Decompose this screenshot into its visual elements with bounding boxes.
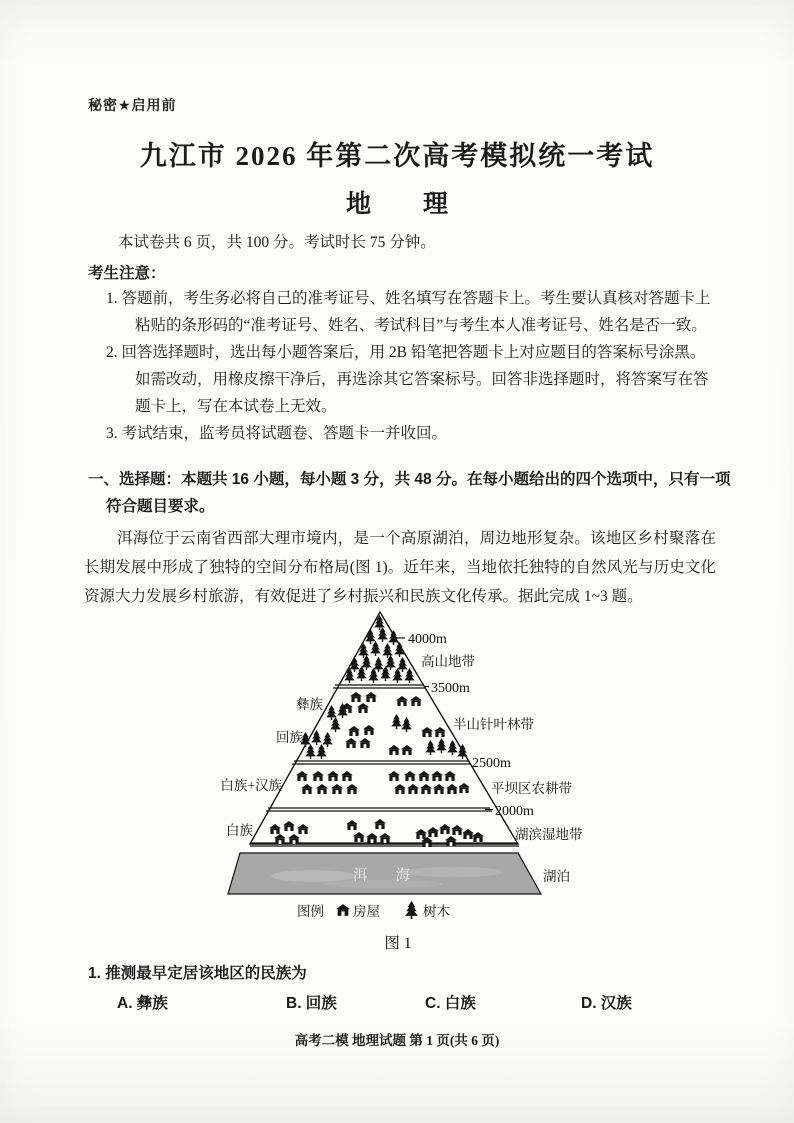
option-c: C. 白族 bbox=[425, 995, 476, 1012]
subject-title-text: 地理 bbox=[345, 191, 500, 218]
option-d: D. 汉族 bbox=[581, 995, 632, 1012]
elevation-label-2000m: 2000m bbox=[495, 804, 534, 819]
notice-item-1: 1. 答题前，考生务必将自己的准考证号、姓名填写在答题卡上。考生要认真核对答题卡上粘贴的条形码的“准考证号、姓名、考试科目”与考生本人准考证号、姓名是否一致。 bbox=[106, 290, 711, 334]
ethnic-label-bai: 白族 bbox=[226, 823, 253, 838]
house-icon bbox=[336, 904, 350, 916]
zone-label-highmountain: 高山地带 bbox=[421, 654, 475, 669]
ethnic-label-yi: 彝族 bbox=[296, 697, 323, 712]
figure-caption: 图 1 bbox=[384, 935, 412, 952]
question-1-options bbox=[0, 991, 794, 1015]
elevation-label-2500m: 2500m bbox=[472, 756, 511, 771]
security-notice: 秘密★启用前 bbox=[88, 97, 177, 113]
notice-item-3: 3. 考试结束，监考员将试题卷、答题卡一并收回。 bbox=[106, 425, 448, 442]
zone-label-lake: 湖泊 bbox=[543, 869, 570, 884]
tree-icon bbox=[405, 901, 418, 919]
legend-house-label: 房屋 bbox=[353, 904, 380, 919]
legend-tree-label: 树木 bbox=[423, 904, 450, 919]
candidate-notices bbox=[88, 285, 716, 447]
option-a: A. 彝族 bbox=[117, 995, 168, 1012]
ethnic-label-bai-han: 白族+汉族 bbox=[220, 778, 282, 793]
zone-label-wetland: 湖滨湿地带 bbox=[515, 827, 583, 842]
question-1-stem: 1. 推测最早定居该地区的民族为 bbox=[88, 965, 307, 982]
exam-info: 本试卷共 6 页，共 100 分。考试时长 75 分钟。 bbox=[118, 234, 436, 251]
mountain-cross-section-diagram bbox=[213, 608, 588, 956]
elevation-label-4000m: 4000m bbox=[408, 632, 447, 647]
notice-item-2: 2. 回答选择题时，选出每小题答案后，用 2B 铅笔把答题卡上对应题目的答案标号涂黑。如需改动，用橡皮擦干净后，再选涂其它答案标号。回答非选择题时，将答案写在答题卡上，写在本试卷上无效。 bbox=[106, 344, 709, 415]
lake-name-label: 洱海 bbox=[353, 868, 438, 884]
zone-label-farming: 平坝区农耕带 bbox=[491, 781, 572, 796]
figure-1 bbox=[213, 608, 588, 956]
passage-intro: 洱海位于云南省西部大理市境内，是一个高原湖泊，周边地形复杂。该地区乡村聚落在长期发展中形成了独特的空间分布格局(图 1)。近年来，当地依托独特的自然风光与历史文化资源大力发展乡村旅游，有效促进了乡村振兴和民族文化传承。据此完成 1~3 题。 bbox=[84, 530, 716, 605]
zone-label-coniferforest: 半山针叶林带 bbox=[453, 717, 534, 732]
section-heading: 一、选择题：本题共 16 小题，每小题 3 分，共 48 分。在每小题给出的四个选项中，只有一项符合题目要求。 bbox=[88, 471, 731, 515]
elevation-label-3500m: 3500m bbox=[431, 681, 470, 696]
page-footer: 高考二模 地理试题 第 1 页(共 6 页) bbox=[294, 1033, 500, 1048]
flatland-house-cluster bbox=[296, 771, 470, 794]
subject-title bbox=[0, 184, 794, 220]
lake-band bbox=[228, 853, 541, 894]
notice-heading: 考生注意： bbox=[88, 265, 166, 282]
ethnic-label-hui: 回族 bbox=[276, 730, 303, 745]
summit-tree-cluster bbox=[344, 615, 415, 683]
figure-legend bbox=[297, 901, 450, 919]
legend-title: 图例 bbox=[297, 904, 324, 919]
exam-title: 九江市 2026 年第二次高考模拟统一考试 bbox=[139, 141, 655, 171]
option-b: B. 回族 bbox=[286, 995, 337, 1012]
